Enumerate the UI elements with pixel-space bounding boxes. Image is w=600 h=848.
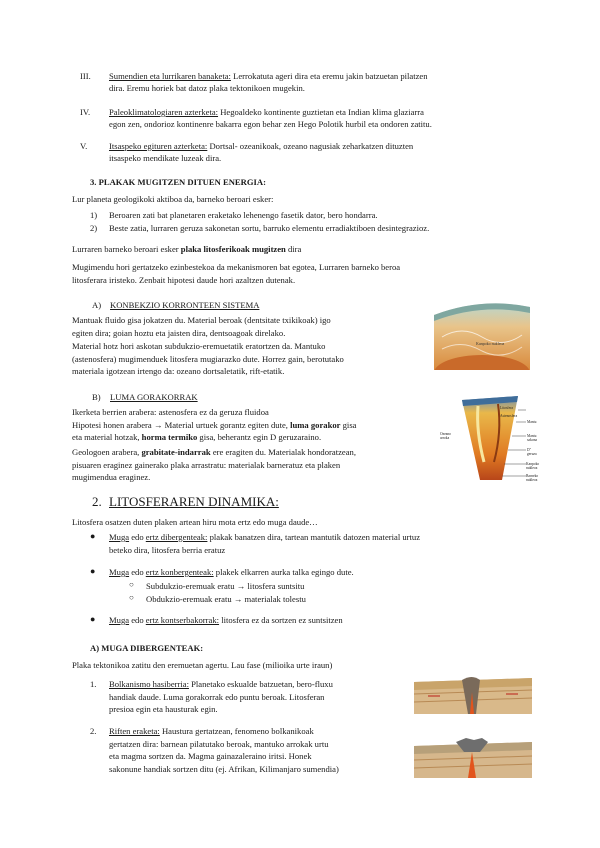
plume-figure <box>440 392 540 484</box>
section-heading: A) MUGA DIBERGENTEAK: <box>90 643 204 653</box>
list-item: Beroaren zati bat planetaren eraketako lehenengo fasetik dator, bero hondarra. <box>109 210 378 220</box>
list-item: Beste zatia, lurraren geruza sakonetan sortu, barruko elementu erradiaktiboen desintegrazioz. <box>109 223 430 233</box>
figure-label: D" geruza <box>527 448 537 456</box>
list-item: Riften eraketa: Haustura gertatzean, fenomeno bolkanikoak gertatzen dira: barnean pilatutako beroak, mantuko arrokak urtu eta magma sortzen da. Magma gainazaleraino iritsi. Honek sakonune handiak sortzen ditu (ej. Afrikan, Kilimanjaro sumendia) <box>109 726 339 774</box>
list-number: 2) <box>90 223 98 233</box>
list-item: Muga edo ertz dibergenteak: plakak banatzen dira, tartean mantutik datozen material urtuz beteko dira, litosfera berria eratuz <box>109 532 421 555</box>
subsection-title: LUMA GORAKORRAK <box>110 392 198 402</box>
figure-label: Ozeano arroka <box>440 432 451 440</box>
subsection-label: A) <box>92 300 102 310</box>
rift-figure-1 <box>414 672 532 714</box>
paragraph: Lurraren barneko beroari esker plaka litosferikoak mugitzen dira <box>72 244 302 254</box>
figure-label: Kanpoko nukleoa <box>526 462 540 470</box>
figure-label: Mantu <box>527 420 537 424</box>
paragraph: Mugimendu hori gertatzeko ezinbestekoa da mekanismoren bat egotea, Lurraren barneko beroa litosferara iristeko. Zenbait hipotesi daude hori azaltzen dutenak. <box>72 262 401 285</box>
list-number: IV. <box>80 107 91 117</box>
sub-list-item: Subdukzio-eremuak eratu → litosfera suntsitu <box>146 581 305 591</box>
section-title: LITOSFERAREN DINAMIKA: <box>109 494 279 509</box>
figure-label: Astenosfera <box>500 414 518 418</box>
bullet-icon: ● <box>90 531 96 541</box>
sub-list-item: Obdukzio-eremuak eratu → materialak tolestu <box>146 594 306 604</box>
bullet-icon: ● <box>90 614 96 624</box>
sub-bullet-icon: ○ <box>129 580 134 589</box>
subsection-title: KONBEKZIO KORRONTEEN SISTEMA <box>110 300 260 310</box>
list-item: Itsaspeko egituren azterketa: Dortsal- ozeanikoak, ozeano nagusiak zeharkatzen dituzten itsaspeko mendikate luzeak dira. <box>109 141 414 163</box>
paragraph: Litosfera osatzen duten plaken artean hiru mota ertz edo muga daude… <box>72 517 318 527</box>
item-title: Itsaspeko egituren azterketa: <box>109 141 208 151</box>
rift-figure-2 <box>414 734 532 778</box>
list-item: Muga edo ertz kontserbakorrak: litosfera ez da sortzen ez suntsitzen <box>109 615 343 625</box>
section-number: 2. <box>92 494 102 509</box>
figure-label: Litosfera <box>500 406 513 410</box>
list-number: III. <box>80 71 91 81</box>
bullet-icon: ● <box>90 566 96 576</box>
sub-bullet-icon: ○ <box>129 593 134 602</box>
convection-figure <box>432 297 532 370</box>
list-item: Sumendien eta lurrikaren banaketa: Lerrokatuta ageri dira eta eremu jakin batzuetan pilatzen dira. Eremu horiek bat datoz plaka tektonikoen mugekin. <box>109 71 428 93</box>
list-number: V. <box>80 141 88 151</box>
list-number: 1. <box>90 679 97 689</box>
section-heading: 3. PLAKAK MUGITZEN DITUEN ENERGIA: <box>90 177 266 187</box>
paragraph: Geologoen arabera, grabitate-indarrak ere eragiten du. Materialak hondoratzean, pisuaren eraginez gainerako plaka arrastratu: materialak barneratuz eta plaken mugimendua eraginez. <box>72 447 356 482</box>
list-item: Paleoklimatologiaren azterketa: Hegoaldeko kontinente guztietan eta Indian klima glaziarra egon zen, ondorioz kontinenre bakarra egon behar zen Hego Polotik hurbil eta ondoren zatitu. <box>109 107 432 129</box>
paragraph: Ikerketa berrien arabera: astenosfera ez da geruza fluidoa Hipotesi honen arabera → Material urtuek gorantz egiten dute, luma gorakor gisa eta material hotzak, horma termiko gisa, beherantz egin D geruzaraino. <box>72 407 357 442</box>
subsection-label: B) <box>92 392 101 402</box>
figure-label: Barneko nukleoa <box>526 474 539 482</box>
list-item: Bolkanismo hasiberria: Planetako eskualde batzuetan, bero-fluxu handiak daude. Luma gorakorrak edo puntu beroak. Litosferan presioa egin eta hausturak egin. <box>109 679 333 714</box>
paragraph: Lur planeta geologikoki aktiboa da, barneko beroari esker: <box>72 194 274 204</box>
list-number: 2. <box>90 726 97 736</box>
figure-label: Kanpoko nukleoa <box>476 341 505 346</box>
item-title: Sumendien eta lurrikaren banaketa: <box>109 71 231 81</box>
list-number: 1) <box>90 210 98 220</box>
list-item: Muga edo ertz konbergenteak: plakek elkarren aurka talka egingo dute. <box>109 567 354 577</box>
figure-label: Mantu sakona <box>527 434 537 442</box>
paragraph: Plaka tektonikoa zatitu den eremuetan agertu. Lau fase (milioika urte iraun) <box>72 660 333 670</box>
paragraph: Material hotz hori askotan subdukzio-eremuetatik eratortzen da. Mantuko (astenosfera) mugimenduek litosfera mugiarazko dute. Horrez gain, berotutako materiala igotzean irtengo da: ozeano dortsaletatik, rift-etatik. <box>72 341 344 376</box>
item-title: Paleoklimatologiaren azterketa: <box>109 107 219 117</box>
paragraph: Mantuak fluido gisa jokatzen du. Material beroak (dentsitate txikikoak) igo egiten dira; goian hoztu eta jaisten dira, dentsoagoak direlako. <box>72 315 331 338</box>
